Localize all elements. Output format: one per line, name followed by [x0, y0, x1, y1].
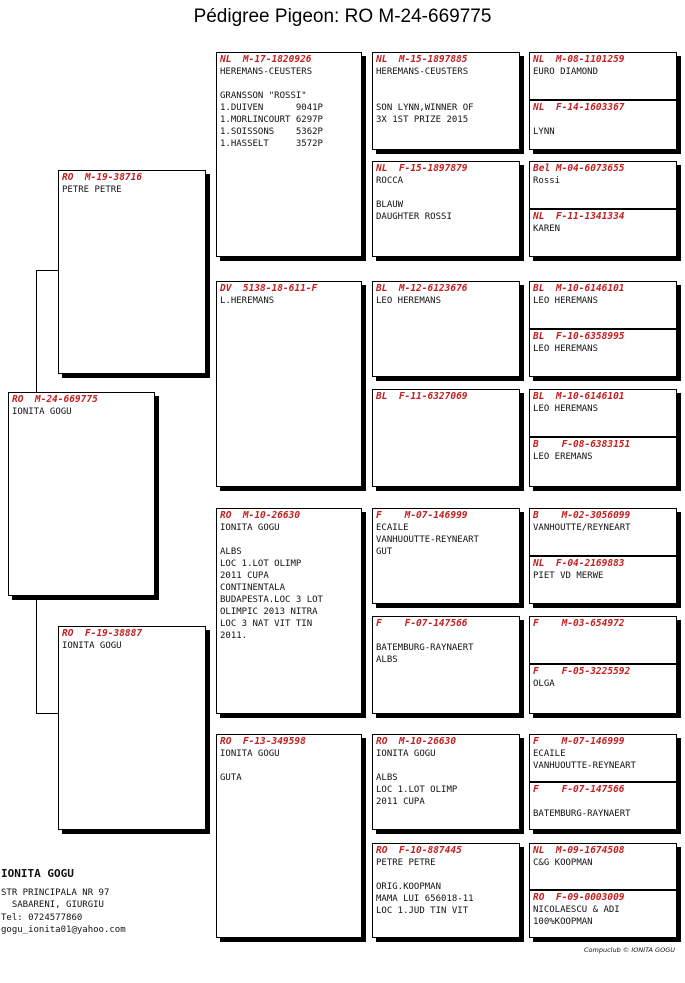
ring-number: RO F-10-887445: [376, 845, 462, 856]
pigeon-info: LEO EREMANS: [533, 452, 593, 462]
owner-address-line1: STR PRINCIPALA NR 97: [1, 887, 110, 898]
pigeon-info: IONITA GOGU GUTA: [220, 749, 280, 783]
gen5-card[interactable]: [529, 52, 677, 100]
ring-number: F M-07-146999: [376, 510, 468, 521]
ring-number: BL F-11-6327069: [376, 391, 468, 402]
pigeon-info: C&G KOOPMAN: [533, 858, 593, 868]
sire-card[interactable]: [58, 170, 206, 374]
page-title: Pédigree Pigeon: RO M-24-669775: [193, 6, 492, 27]
gen5-card[interactable]: [529, 890, 677, 938]
pigeon-info: ECAILE VANHUOUTTE-REYNEART: [533, 749, 636, 771]
pigeon-info: IONITA GOGU ALBS LOC 1.LOT OLIMP 2011 CUPA CONTINENTALA BUDAPESTA.LOC 3 LOT OLIMPIC 2013 NITRA LOC 3 NAT VIT TIN 2011.: [220, 523, 323, 641]
grandparent-card[interactable]: [216, 281, 362, 487]
gen5-card[interactable]: [529, 389, 677, 437]
grandparent-card[interactable]: [216, 52, 362, 257]
ring-number: BL F-10-6358995: [533, 331, 625, 342]
great-grandparent-card[interactable]: [372, 161, 520, 257]
pigeon-info: HEREMANS-CEUSTERS SON LYNN,WINNER OF 3X 1ST PRIZE 2015: [376, 67, 474, 125]
grandparent-card[interactable]: [216, 508, 362, 714]
pigeon-info: IONITA GOGU ALBS LOC 1.LOT OLIMP 2011 CUPA: [376, 749, 458, 807]
ring-number: NL M-15-1897885: [376, 54, 468, 65]
great-grandparent-card[interactable]: [372, 734, 520, 830]
ring-number: F M-07-146999: [533, 736, 625, 747]
gen5-card[interactable]: [529, 437, 677, 487]
pigeon-info: L.HEREMANS: [220, 296, 275, 306]
great-grandparent-card[interactable]: [372, 616, 520, 714]
gen5-card[interactable]: [529, 209, 677, 257]
ring-number: BL M-10-6146101: [533, 391, 625, 402]
pigeon-info: LEO HEREMANS: [533, 404, 599, 414]
pigeon-info: KAREN: [533, 224, 561, 234]
ring-number: BL M-12-6123676: [376, 283, 468, 294]
gen5-card[interactable]: [529, 329, 677, 377]
pigeon-info: LEO HEREMANS: [533, 344, 599, 354]
pigeon-info: BATEMBURG-RAYNAERT ALBS: [376, 643, 474, 665]
pigeon-info: Rossi: [533, 176, 561, 186]
pigeon-info: LEO HEREMANS: [376, 296, 442, 306]
owner-email[interactable]: gogu_ionita01@yahoo.com: [1, 925, 126, 935]
ring-number: RO M-10-26630: [220, 510, 301, 521]
ring-number: RO F-09-0003009: [533, 892, 625, 903]
connector-line: [36, 270, 58, 271]
great-grandparent-card[interactable]: [372, 52, 520, 150]
ring-number: NL F-11-1341334: [533, 211, 625, 222]
ring-number: DV 5138-18-611-F: [220, 283, 318, 294]
ring-number: F F-07-147566: [376, 618, 468, 629]
pigeon-info: ROCCA BLAUW DAUGHTER ROSSI: [376, 176, 452, 222]
pigeon-info: VANHOUTTE/REYNEART: [533, 523, 631, 533]
ring-number: F M-03-654972: [533, 618, 625, 629]
gen5-card[interactable]: [529, 843, 677, 890]
owner-info: [1, 868, 126, 937]
ring-number: F F-07-147566: [533, 784, 625, 795]
ring-number: F F-05-3225592: [533, 666, 631, 677]
owner-address-line2: SABARENI, GIURGIU: [1, 900, 104, 910]
gen5-card[interactable]: [529, 782, 677, 830]
pigeon-info: PETRE PETRE ORIG.KOOPMAN MAMA LUI 656018-11 LOC 1.JUD TIN VIT: [376, 858, 474, 916]
owner-phone: Tel: 0724577860: [1, 912, 83, 923]
great-grandparent-card[interactable]: [372, 508, 520, 604]
ring-number: Bel M-04-6073655: [533, 163, 625, 174]
gen5-card[interactable]: [529, 556, 677, 604]
pigeon-info: IONITA GOGU: [62, 641, 122, 651]
ring-number: NL F-04-2169883: [533, 558, 625, 569]
ring-number: NL M-09-1674508: [533, 845, 625, 856]
footer-credit: Compuclub © IONITA GOGU: [584, 946, 675, 954]
pigeon-info: BATEMBURG-RAYNAERT: [533, 809, 631, 819]
pigeon-info: NICOLAESCU & ADI 100%KOOPMAN: [533, 905, 620, 927]
ring-number: RO F-13-349598: [220, 736, 306, 747]
pigeon-info: OLGA: [533, 679, 555, 689]
pigeon-info: LEO HEREMANS: [533, 296, 599, 306]
pigeon-info: EURO DIAMOND: [533, 67, 599, 77]
ring-number: NL M-08-1101259: [533, 54, 625, 65]
subject-card[interactable]: [8, 392, 155, 596]
owner-name: IONITA GOGU: [1, 867, 74, 880]
great-grandparent-card[interactable]: [372, 843, 520, 938]
ring-number: B M-02-3056099: [533, 510, 631, 521]
great-grandparent-card[interactable]: [372, 389, 520, 487]
gen5-card[interactable]: [529, 281, 677, 329]
pigeon-info: IONITA GOGU: [12, 407, 72, 417]
ring-number: NL F-14-1603367: [533, 102, 625, 113]
gen5-card[interactable]: [529, 161, 677, 209]
gen5-card[interactable]: [529, 100, 677, 150]
great-grandparent-card[interactable]: [372, 281, 520, 377]
connector-line: [36, 713, 58, 714]
pigeon-info: LYNN: [533, 127, 555, 137]
gen5-card[interactable]: [529, 616, 677, 664]
gen5-card[interactable]: [529, 734, 677, 782]
ring-number: RO M-24-669775: [12, 394, 98, 405]
pigeon-info: PIET VD MERWE: [533, 571, 604, 581]
ring-number: NL F-15-1897879: [376, 163, 468, 174]
pigeon-info: PETRE PETRE: [62, 185, 122, 195]
grandparent-card[interactable]: [216, 734, 362, 938]
ring-number: RO M-10-26630: [376, 736, 457, 747]
ring-number: NL M-17-1820926: [220, 54, 312, 65]
dam-card[interactable]: [58, 626, 206, 830]
gen5-card[interactable]: [529, 664, 677, 714]
gen5-card[interactable]: [529, 508, 677, 556]
ring-number: BL M-10-6146101: [533, 283, 625, 294]
ring-number: RO M-19-38716: [62, 172, 143, 183]
ring-number: RO F-19-38887: [62, 628, 143, 639]
pigeon-info: HEREMANS-CEUSTERS GRANSSON "ROSSI" 1.DUIVEN 9041P 1.MORLINCOURT 6297P 1.SOISSONS 5362P 1.HASSELT 3572P: [220, 67, 323, 149]
pigeon-info: ECAILE VANHUOUTTE-REYNEART GUT: [376, 523, 479, 557]
ring-number: B F-08-6383151: [533, 439, 631, 450]
